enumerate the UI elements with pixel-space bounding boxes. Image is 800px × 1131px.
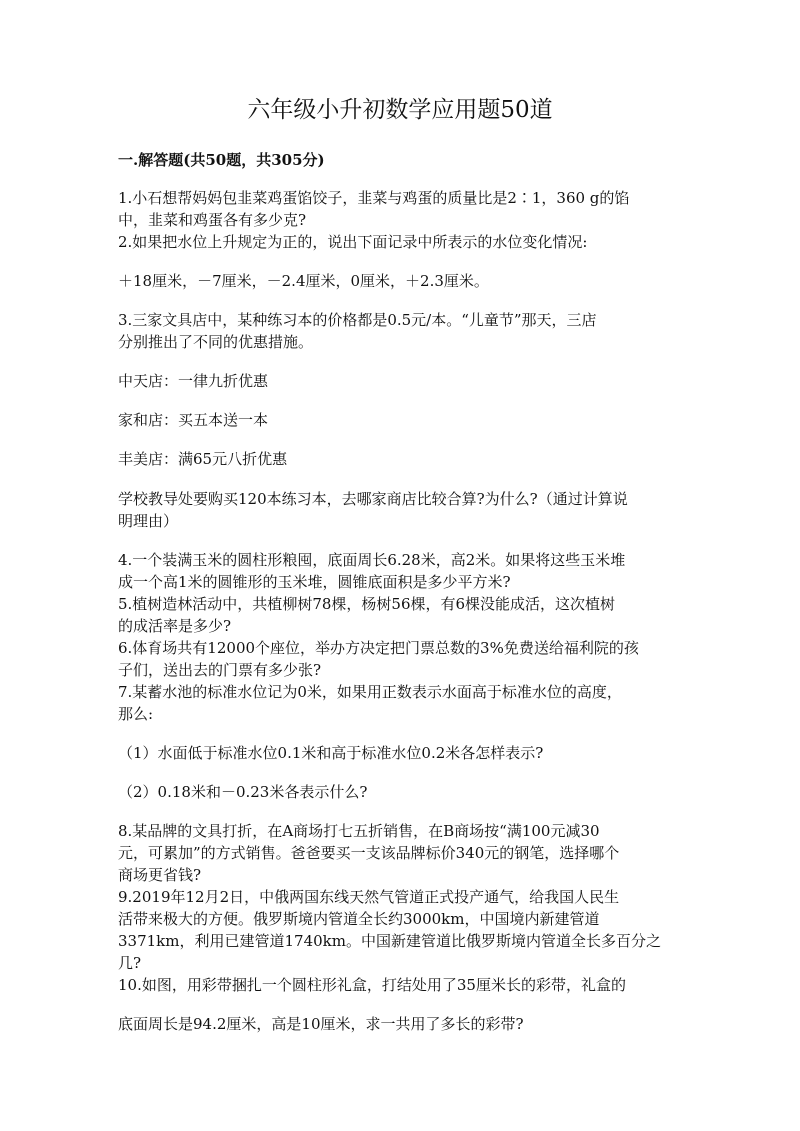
section-heading: 一.解答题(共50题，共305分) xyxy=(118,151,325,169)
text-line: 8.某品牌的文具打折，在A商场打七五折销售，在B商场按“满100元减30 xyxy=(118,822,600,840)
text-line: 5.植树造林活动中，共植柳树78棵，杨树56棵，有6棵没能成活，这次植树 xyxy=(118,595,616,613)
text-line: 10.如图，用彩带捆扎一个圆柱形礼盒，打结处用了35厘米长的彩带，礼盒的 xyxy=(118,976,626,994)
text-line: 家和店：买五本送一本 xyxy=(118,411,269,429)
text-line: 3.三家文具店中，某种练习本的价格都是0.5元/本。“儿童节”那天，三店 xyxy=(118,311,597,329)
text-line: 2.如果把水位上升规定为正的，说出下面记录中所表示的水位变化情况: xyxy=(118,233,588,251)
text-line: 中，韭菜和鸡蛋各有多少克? xyxy=(118,211,307,229)
text-line: 成一个高1米的圆锥形的玉米堆，圆锥底面积是多少平方米? xyxy=(118,573,511,591)
text-line: （2）0.18米和－0.23米各表示什么? xyxy=(118,783,368,801)
text-line: 7.某蓄水池的标准水位记为0米，如果用正数表示水面高于标准水位的高度， xyxy=(118,683,622,701)
text-line: 分别推出了不同的优惠措施。 xyxy=(118,333,314,351)
text-line: 4.一个装满玉米的圆柱形粮囤，底面周长6.28米，高2米。如果将这些玉米堆 xyxy=(118,551,626,569)
text-line: 1.小石想帮妈妈包韭菜鸡蛋馅饺子，韭菜与鸡蛋的质量比是2∶1，360 g的馅 xyxy=(118,189,630,207)
text-line: 几? xyxy=(118,954,142,972)
text-line: 6.体育场共有12000个座位，举办方决定把门票总数的3%免费送给福利院的孩 xyxy=(118,639,639,657)
text-line: 丰美店：满65元八折优惠 xyxy=(118,450,288,468)
text-line: 商场更省钱? xyxy=(118,866,202,884)
text-line: 活带来极大的方便。俄罗斯境内管道全长约3000km，中国境内新建管道 xyxy=(118,910,600,928)
text-line: 中天店：一律九折优惠 xyxy=(118,372,269,390)
text-line: 子们，送出去的门票有多少张? xyxy=(118,661,322,679)
text-line: 元，可累加”的方式销售。爸爸要买一支该品牌标价340元的钢笔，选择哪个 xyxy=(118,844,620,862)
text-line: 那么: xyxy=(118,705,154,723)
text-line: 学校教导处要购买120本练习本，去哪家商店比较合算?为什么?（通过计算说 xyxy=(118,490,628,508)
page-title: 六年级小升初数学应用题50道 xyxy=(247,97,553,123)
text-line: 3371km，利用已建管道1740km。中国新建管道比俄罗斯境内管道全长多百分之 xyxy=(118,932,661,950)
text-line: ＋18厘米，－7厘米，－2.4厘米，0厘米，＋2.3厘米。 xyxy=(118,272,489,290)
text-line: 底面周长是94.2厘米，高是10厘米，求一共用了多长的彩带? xyxy=(118,1015,524,1033)
text-line: 的成活率是多少? xyxy=(118,617,232,635)
text-line: （1）水面低于标准水位0.1米和高于标准水位0.2米各怎样表示? xyxy=(118,744,544,762)
text-line: 明理由） xyxy=(118,512,179,530)
text-line: 9.2019年12月2日，中俄两国东线天然气管道正式投产通气，给我国人民生 xyxy=(118,888,620,906)
